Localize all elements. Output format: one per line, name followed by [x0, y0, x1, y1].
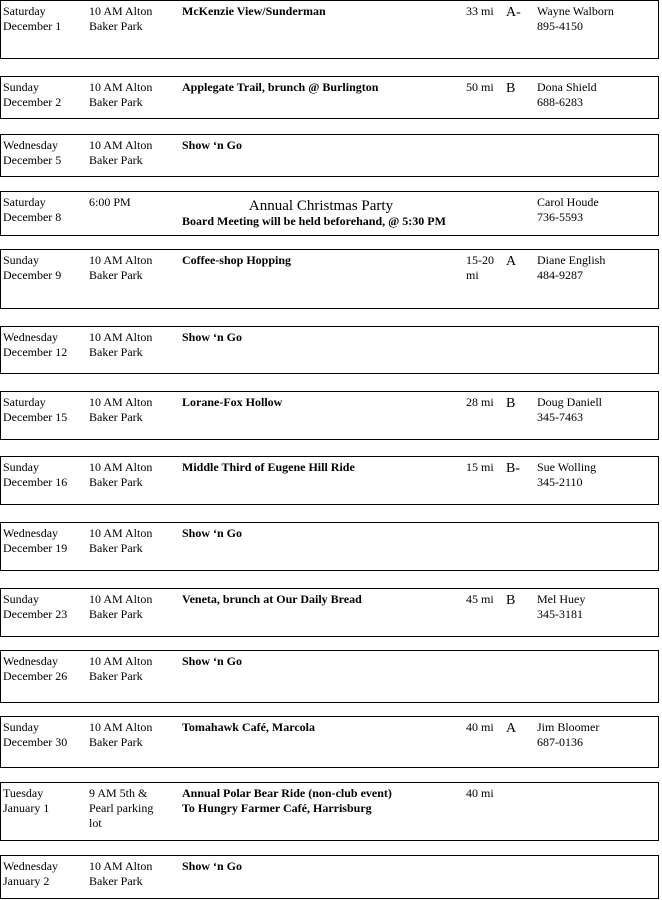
ride-start: 9 AM 5th & Pearl parking lot [89, 786, 154, 830]
ride-distance: 33 mi [466, 4, 494, 18]
ride-grade: B [506, 81, 516, 96]
ride-row [0, 522, 659, 571]
ride-start: 10 AM Alton Baker Park [89, 859, 153, 888]
ride-grade: A [506, 254, 517, 269]
ride-row [0, 650, 659, 703]
ride-row [0, 456, 659, 505]
ride-start: 10 AM Alton Baker Park [89, 80, 153, 109]
party-note: Board Meeting will be held beforehand, @ 5:30 PM [182, 214, 446, 228]
party-row [0, 191, 659, 236]
ride-grade: B [506, 396, 516, 411]
ride-name: Lorane-Fox Hollow [182, 395, 283, 409]
ride-start: 10 AM Alton Baker Park [89, 592, 153, 621]
ride-start: 6:00 PM [89, 195, 131, 209]
ride-name: Show ‘n Go [182, 138, 243, 152]
ride-day: Sunday December 16 [3, 460, 68, 489]
ride-leader: Diane English 484-9287 [537, 253, 606, 282]
ride-leader: Wayne Walborn 895-4150 [537, 4, 614, 33]
ride-name: Show ‘n Go [182, 330, 243, 344]
ride-distance: 40 mi [466, 786, 494, 800]
ride-start: 10 AM Alton Baker Park [89, 330, 153, 359]
ride-day: Wednesday January 2 [3, 859, 59, 888]
ride-row [0, 782, 659, 841]
ride-day: Sunday December 30 [3, 720, 68, 749]
ride-row [0, 0, 659, 59]
ride-distance: 50 mi [466, 80, 494, 94]
ride-grade: A- [506, 5, 521, 20]
ride-name: Coffee-shop Hopping [182, 253, 292, 267]
ride-start: 10 AM Alton Baker Park [89, 460, 153, 489]
ride-day: Tuesday January 1 [3, 786, 50, 815]
ride-day: Saturday December 8 [3, 195, 62, 224]
ride-start: 10 AM Alton Baker Park [89, 138, 153, 167]
ride-start: 10 AM Alton Baker Park [89, 654, 153, 683]
ride-start: 10 AM Alton Baker Park [89, 253, 153, 282]
ride-day: Sunday December 2 [3, 80, 62, 109]
ride-row [0, 588, 659, 637]
ride-name: Show ‘n Go [182, 859, 243, 873]
ride-day: Sunday December 23 [3, 592, 68, 621]
ride-distance: 15 mi [466, 460, 494, 474]
ride-leader [537, 138, 657, 153]
ride-name: Tomahawk Café, Marcola [182, 720, 315, 734]
ride-row [0, 134, 659, 177]
ride-day: Saturday December 1 [3, 4, 62, 33]
ride-name: Show ‘n Go [182, 654, 243, 668]
ride-grade: A [506, 721, 517, 736]
ride-row [0, 249, 659, 309]
party-title: Annual Christmas Party [248, 198, 394, 214]
ride-leader [537, 859, 657, 874]
ride-grade: B [506, 593, 516, 608]
ride-leader [537, 654, 657, 669]
ride-name: Middle Third of Eugene Hill Ride [182, 460, 355, 474]
ride-leader: Sue Wolling 345-2110 [537, 460, 597, 489]
ride-grade: B- [506, 461, 520, 476]
ride-name: Veneta, brunch at Our Daily Bread [182, 592, 362, 606]
ride-leader [537, 526, 657, 541]
ride-distance: 15-20 mi [466, 253, 494, 282]
ride-day: Wednesday December 5 [3, 138, 62, 167]
ride-start: 10 AM Alton Baker Park [89, 395, 153, 424]
ride-leader: Carol Houde 736-5593 [537, 195, 599, 224]
ride-leader: Jim Bloomer 687-0136 [537, 720, 600, 749]
ride-day: Wednesday December 12 [3, 330, 68, 359]
ride-start: 10 AM Alton Baker Park [89, 4, 153, 33]
ride-day: Saturday December 15 [3, 395, 68, 424]
ride-day: Sunday December 9 [3, 253, 62, 282]
ride-leader [537, 786, 657, 801]
ride-row [0, 855, 659, 899]
ride-distance: 28 mi [466, 395, 494, 409]
ride-distance: 45 mi [466, 592, 494, 606]
ride-name: Applegate Trail, brunch @ Burlington [182, 80, 379, 94]
ride-row [0, 76, 659, 119]
ride-start: 10 AM Alton Baker Park [89, 720, 153, 749]
ride-leader [537, 330, 657, 345]
ride-name: Annual Polar Bear Ride (non-club event) To Hungry Farmer Café, Harrisburg [182, 786, 392, 815]
ride-name: Show ‘n Go [182, 526, 243, 540]
ride-name: McKenzie View/Sunderman [182, 4, 326, 18]
ride-row [0, 326, 659, 374]
ride-start: 10 AM Alton Baker Park [89, 526, 153, 555]
ride-leader: Dona Shield 688-6283 [537, 80, 597, 109]
ride-leader: Doug Daniell 345-7463 [537, 395, 602, 424]
ride-leader: Mel Huey 345-3181 [537, 592, 586, 621]
ride-day: Wednesday December 19 [3, 526, 68, 555]
ride-row [0, 716, 659, 768]
ride-distance: 40 mi [466, 720, 494, 734]
ride-row [0, 391, 659, 440]
ride-day: Wednesday December 26 [3, 654, 68, 683]
